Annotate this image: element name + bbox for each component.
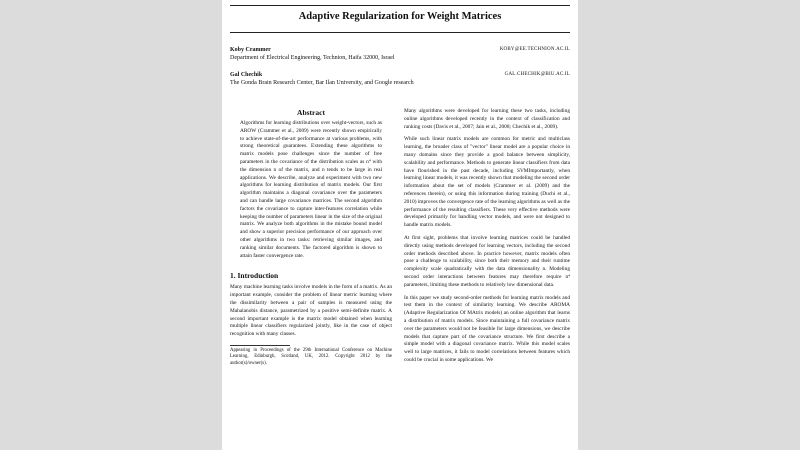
author-email: KOBY@EE.TECHNION.AC.IL <box>499 47 570 52</box>
author-name: Koby Crammer <box>230 47 271 53</box>
footnote-rule <box>230 345 290 346</box>
abstract-text: Algorithms for learning distributions over weight-vectors, such as AROW (Crammer et al., 2009) were recently shown empirically to achieve state-of-the-art performance at various problems, with strong theoretical guarantees. Extending these algorithms to matrix models pose challenges since the number of free parameters in the covariance of the distribution scales as n⁴ with the dimension n of the matrix, and n tends to be large in real applications. We describe, analyze and experiment with two new algorithms for learning distribution of matrix models. Our first algorithm maintains a diagonal covariance over the parameters and can handle large covariance matrices. The second algorithm factors the covariance to capture inter-features correlation while keeping the number of parameters linear in the size of the original matrix. We analyze both algorithms in the mistake bound model and show a superior precision performance of our approach over other algorithms in two tasks: retrieving similar images, and ranking similar documents. The factored algorithm is shown to attain faster convergence rate. <box>240 120 382 259</box>
author-block-2 <box>230 71 570 87</box>
author-affiliation: The Gonda Brain Research Center, Bar Ilan University, and Google research <box>230 80 414 86</box>
paragraph: Many algorithms were developed for learning these two tasks, including online algorithms developed recently in the context of classification and ranking costs (Davis et al., 2007; Jain et al., 2008; Chechik et al., 2009). <box>404 108 570 130</box>
author-affiliation: Department of Electrical Engineering, Technion, Haifa 32000, Israel <box>230 55 395 61</box>
title-top-rule <box>230 5 570 6</box>
paragraph: At first sight, problems that involve learning matrices could be handled directly using methods developed for learning vectors, including the second order methods described above. In practice however, matrix models often pose a challenge to scalability, since both their memory and their runtime complexity scale quadratically with the data dimensionality n. Modeling second order interactions between features may therefore require n⁴ parameters, limiting these methods to relatively low dimensional data. <box>404 234 570 288</box>
author-name: Gal Chechik <box>230 72 263 78</box>
paper-title: Adaptive Regularization for Weight Matrices <box>298 11 502 22</box>
section-heading: 1. Introduction <box>230 271 279 281</box>
paragraph: In this paper we study second-order methods for learning matrix models and test them in the context of similarity learning. We describe AROMA (Adaptive Regularization Of MAtrix models) an online algorithm that learns a distribution of matrix models. Since maintaining a full covariance matrix over the parameters would not be feasible for large dimensions, we describe models that capture part of the covariance structure. We first describe a simple model with a diagonal covariance matrix. While this model scales well to large matrices, it fails to model correlations between features which could be crucial in some applications. We <box>404 294 570 363</box>
paragraph: Many machine learning tasks involve models in the form of a matrix. As an important example, consider the problem of linear metric learning where the dissimilarity between a pair of samples is measured using the Mahalanobis distance, parametrized by a positive semi-definite matrix. A second important example is the matrix model obtained when learning multiple linear classifiers regularized jointly, like in the case of object recognition with many classes. <box>230 284 392 338</box>
right-column <box>404 108 570 370</box>
title-bottom-rule <box>230 32 570 33</box>
paper-page <box>222 0 578 450</box>
left-column <box>230 108 392 367</box>
author-block-1 <box>230 46 570 62</box>
author-email: GAL.CHECHIK@BIU.AC.IL <box>504 72 570 77</box>
paragraph: While such linear matrix models are common for metric and multiclass learning, the broader class of "vector" linear model are a popular choice in many domains since they provide a good balance between simplicity, scalability and performance. Methods to generate linear classifiers from data have flourished in the past decade, including SVMImportantly, when learning linear models, it was recently shown that modeling the second order information about the set of models (Crammer et al. (2009) and the references therein), or using this information during training (Duchi et al., 2010) improves the convergence rate of the learning algorithms as well as the performance of the resulting classifiers. These very effective methods were developed primarily for handling vector models, and were not designed to handle matrix models. <box>404 136 570 229</box>
abstract-heading: Abstract <box>297 108 325 117</box>
footnote: Appearing in Proceedings of the 29th International Conference on Machine Learning, Edinburgh, Scotland, UK, 2012. Copyright 2012 by the author(s)/owner(s). <box>230 347 392 366</box>
